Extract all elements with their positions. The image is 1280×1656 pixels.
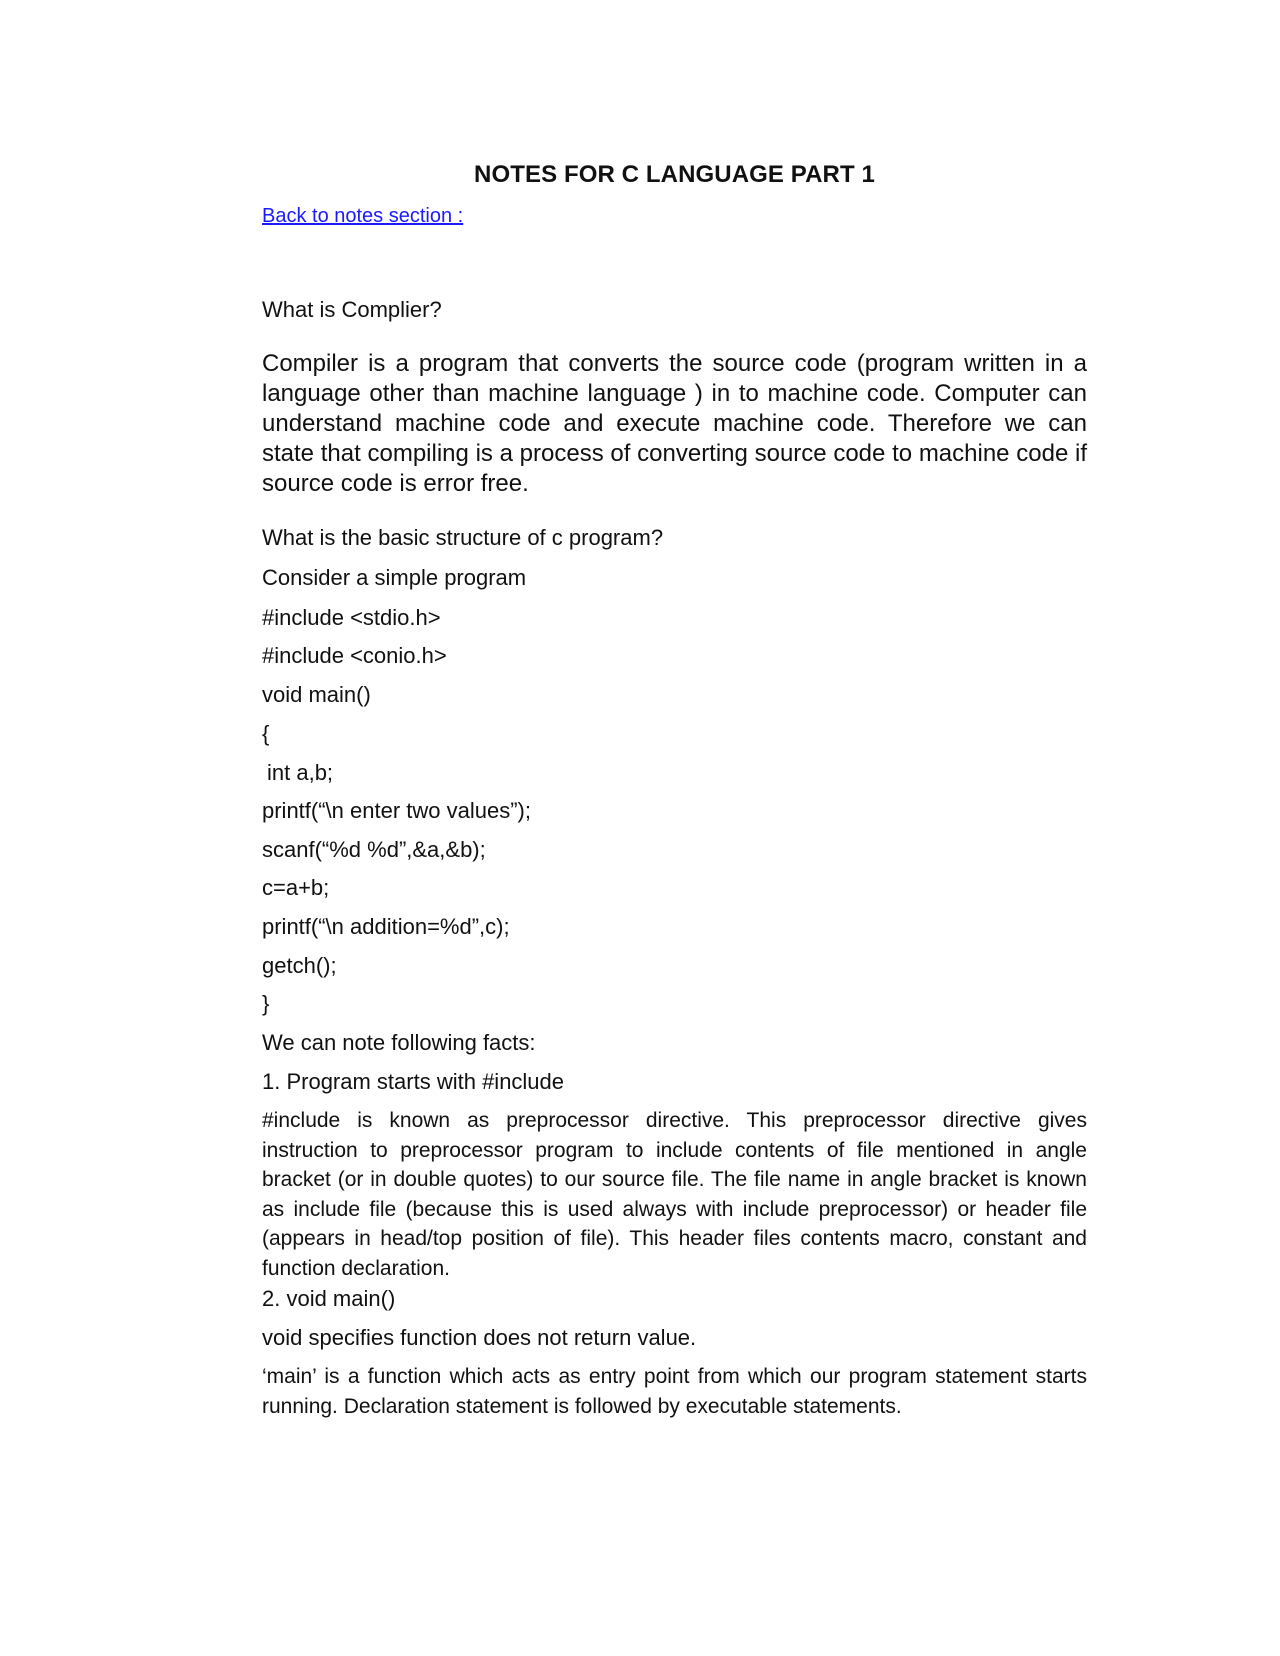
structure-question: What is the basic structure of c program?	[262, 525, 664, 550]
code-line: void main()	[262, 682, 371, 707]
compiler-answer: Compiler is a program that converts the source code (program written in a language other than machine language ) in to machine code. Computer can understand machine code and execute machine code. Therefore we can state that compiling is a process of converting source code to machine code if source code is error free.	[262, 350, 1087, 497]
code-line: #include <conio.h>	[262, 643, 447, 668]
fact-1-text: #include is known as preprocessor directive. This preprocessor directive gives instruction to preprocessor program to include contents of file mentioned in angle bracket (or in double quotes) to our source file. The file name in angle bracket is known as include file (because this is used always with include preprocessor) or header file (appears in head/top position of file). This header files contents macro, constant and function declaration.	[262, 1109, 1087, 1280]
back-to-notes-link[interactable]: Back to notes section :	[262, 205, 464, 227]
program-intro: Consider a simple program	[262, 565, 527, 590]
code-line: getch();	[262, 953, 337, 978]
code-line: }	[262, 991, 270, 1016]
code-line: #include <stdio.h>	[262, 605, 441, 630]
fact-1-title: 1. Program starts with #include	[262, 1069, 565, 1094]
code-line: int a,b;	[267, 760, 334, 785]
code-line: {	[262, 721, 270, 746]
fact-2-line: void specifies function does not return value.	[262, 1325, 697, 1350]
code-line: printf(“\n enter two values”);	[262, 798, 531, 823]
code-line: printf(“\n addition=%d”,c);	[262, 914, 510, 939]
code-line: c=a+b;	[262, 875, 330, 900]
compiler-question: What is Complier?	[262, 297, 442, 322]
fact-2-title: 2. void main()	[262, 1286, 396, 1311]
facts-intro: We can note following facts:	[262, 1030, 536, 1055]
code-line: scanf(“%d %d”,&a,&b);	[262, 837, 486, 862]
fact-2-text: ‘main’ is a function which acts as entry point from which our program statement starts running. Declaration statement is followed by executable statements.	[262, 1365, 1087, 1418]
page-title: NOTES FOR C LANGUAGE PART 1	[474, 161, 875, 188]
